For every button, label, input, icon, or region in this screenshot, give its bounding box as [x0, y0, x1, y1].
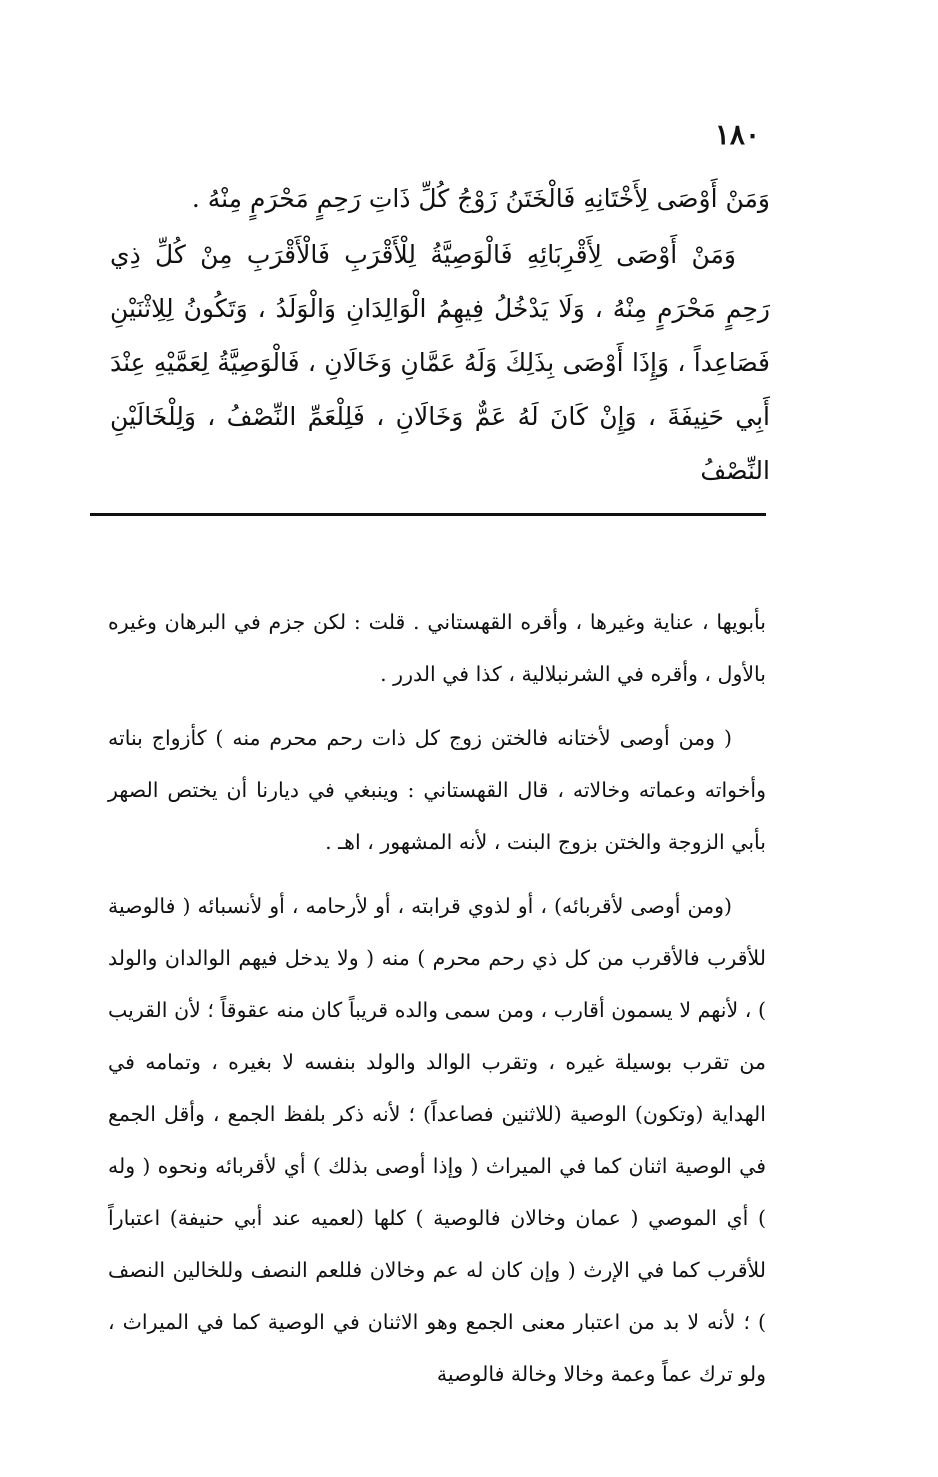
main-text-paragraph: وَمَنْ أَوْصَى لِأَخْتَانِهِ فَالْخَتَنُ زَوْجُ كُلِّ ذَاتِ رَحِمٍ مَحْرَمٍ مِنْهُ . [191, 184, 770, 213]
section-divider [90, 513, 766, 516]
page-number: ١٨٠ [714, 118, 760, 151]
main-text-paragraph: وَمَنْ أَوْصَى لِأَقْرِبَائِهِ فَالْوَصِيَّةُ لِلْأَقْرَبِ فَالْأَقْرَبِ مِنْ كُلِّ ذِي رَحِمٍ مَحْرَمٍ مِنْهُ ، وَلَا يَدْخُلُ فِيهِمُ الْوَالِدَانِ وَالْوَلَدُ ، وَتَكُونُ لِلِاثْنَيْنِ فَصَاعِداً ، وَإِذَا أَوْصَى بِذَلِكَ وَلَهُ عَمَّانِ وَخَالَانِ ، فَالْوَصِيَّةُ لِعَمَّيْهِ عِنْدَ أَبِي حَنِيفَةَ ، وَإِنْ كَانَ لَهُ عَمٌّ وَخَالَانِ ، فَلِلْعَمِّ النِّصْفُ ، وَلِلْخَالَيْنِ النِّصْفُ [110, 240, 770, 485]
commentary-paragraph: (ومن أوصى لأقربائه) ، أو لذوي قرابته ، أو لأرحامه ، أو لأنسبائه ( فالوصية للأقرب فالأقرب من كل ذي رحم محرم ) منه ( ولا يدخل فيهم الوالدان والولد ) ، لأنهم لا يسمون أقارب ، ومن سمى والده قريباً كان منه عقوقاً ؛ لأن القريب من تقرب بوسيلة غيره ، وتقرب الوالد والولد بنفسه لا بغيره ، وتمامه في الهداية (وتكون) الوصية (للاثنين فصاعداً) ؛ لأنه ذكر بلفظ الجمع ، وأقل الجمع في الوصية اثنان كما في الميراث ( وإذا أوصى بذلك ) أي لأقربائه ونحوه ( وله ) أي الموصي ( عمان وخالان فالوصية ) كلها (لعميه عند أبي حنيفة) اعتباراً للأقرب كما في الإرث ( وإن كان له عم وخالان فللعم النصف وللخالين النصف ) ؛ لأنه لا بد من اعتبار معنى الجمع وهو الاثنان في الوصية كما في الميراث ، ولو ترك عماً وعمة وخالا وخالة فالوصية [108, 894, 766, 1386]
main-text-block [110, 172, 770, 498]
commentary-paragraph: بأبويها ، عناية وغيرها ، وأقره القهستاني . قلت : لكن جزم في البرهان وغيره بالأول ، وأقره في الشرنبلالية ، كذا في الدرر . [108, 610, 766, 686]
commentary-block [108, 596, 766, 1412]
commentary-paragraph: ( ومن أوصى لأختانه فالختن زوج كل ذات رحم محرم منه ) كأزواج بناته وأخواته وعماته وخالاته ، قال القهستاني : وينبغي في ديارنا أن يختص الصهر بأبي الزوجة والختن بزوج البنت ، لأنه المشهور ، اهـ . [108, 726, 766, 854]
